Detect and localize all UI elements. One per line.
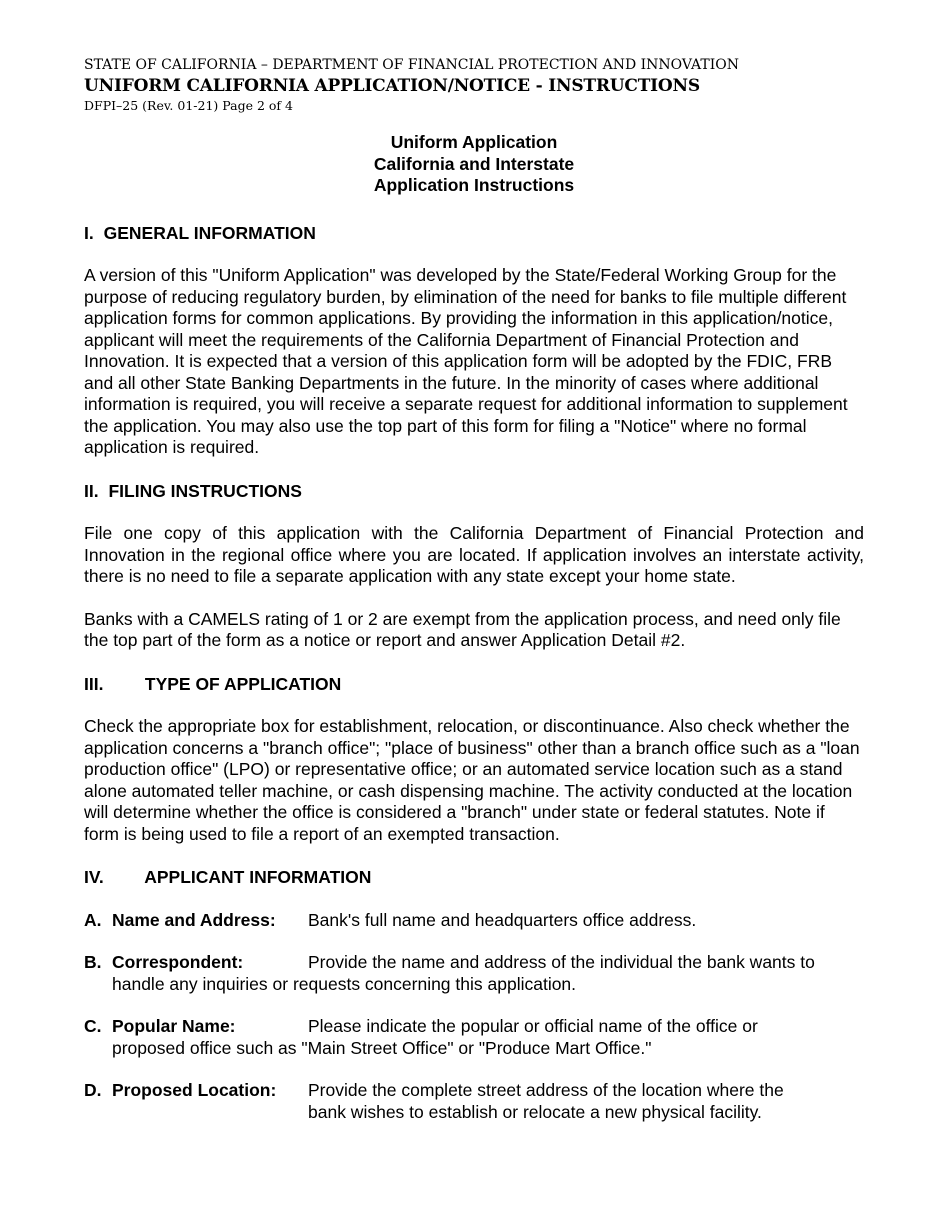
general-information-paragraph: A version of this "Uniform Application" was developed by the State/Federal Working Group for the purpose of reducing regulatory burden, by elimination of the need for banks to file multiple different application forms for common applications. By providing the information in this application/notice, applicant will meet the requirements of the California Department of Financial Protection and Innovation. It is expected that a version of this application form will be adopted by the FDIC, FRB and all other State Banking Departments in the future. In the minority of cases where additional information is required, you will receive a separate request for additional information to supplement the application. You may also use the top part of this form for filing a "Notice" where no formal application is required.	[84, 265, 848, 457]
item-text-continued: bank wishes to establish or relocate a new physical facility.	[308, 1101, 762, 1122]
item-text: Provide the name and address of the individual the bank wants to	[308, 952, 815, 972]
item-letter: D.	[84, 1080, 102, 1100]
document-title	[84, 132, 864, 197]
item-text: Please indicate the popular or official name of the office or	[308, 1016, 758, 1036]
section-number: III.	[84, 673, 104, 694]
item-text: Bank's full name and headquarters office address.	[308, 909, 697, 930]
section-number: II.	[84, 480, 99, 501]
type-of-application-paragraph: Check the appropriate box for establishment, relocation, or discontinuance. Also check whether the application concerns a "branch office"; "place of business" other than a branch office such as a "loan production office" (LPO) or representative office; or an automated service location such as a stand alone automated teller machine, or cash dispensing machine. The activity conducted at the location will determine whether the office is considered a "branch" under state or federal statutes. Note if form is being used to file a report of an exempted transaction.	[84, 716, 860, 844]
item-letter: A.	[84, 909, 102, 930]
applicant-item-correspondent	[84, 952, 864, 995]
applicant-item-proposed-location	[84, 1080, 864, 1123]
filing-instructions-paragraph-1: File one copy of this application with the California Department of Financial Protection and Innovation in the regional office where you are located. If application involves an interstate activity, there is no need to file a separate application with any state except your home state.	[84, 523, 864, 586]
section-heading-type-of-application	[84, 674, 864, 696]
item-letter: C.	[84, 1016, 102, 1036]
applicant-item-name-address	[84, 910, 864, 932]
item-text-continued: proposed office such as "Main Street Office" or "Produce Mart Office."	[112, 1037, 652, 1058]
section-title: GENERAL INFORMATION	[103, 222, 316, 243]
document-title-line-2: California and Interstate	[373, 153, 575, 174]
section-title: TYPE OF APPLICATION	[144, 673, 342, 694]
filing-instructions-paragraph-2: Banks with a CAMELS rating of 1 or 2 are exempt from the application process, and need only file the top part of the form as a notice or report and answer Application Detail #2.	[84, 608, 841, 650]
item-label: Proposed Location:	[112, 1080, 277, 1100]
section-title: FILING INSTRUCTIONS	[108, 480, 302, 501]
section-heading-filing-instructions	[84, 481, 864, 503]
section-number: I.	[84, 222, 94, 243]
section-number: IV.	[84, 867, 104, 887]
item-label: Name and Address:	[112, 909, 276, 930]
item-label: Popular Name:	[112, 1016, 236, 1036]
item-text: Provide the complete street address of the location where the	[308, 1080, 784, 1100]
section-heading-applicant-information	[84, 867, 864, 889]
item-letter: B.	[84, 952, 102, 972]
section-heading-general-information	[84, 223, 864, 245]
item-text-continued: handle any inquiries or requests concerning this application.	[112, 973, 577, 994]
document-title-line-1: Uniform Application	[390, 132, 558, 152]
item-label: Correspondent:	[112, 952, 244, 972]
section-title: APPLICANT INFORMATION	[144, 867, 372, 887]
agency-header: STATE OF CALIFORNIA – DEPARTMENT OF FINANCIAL PROTECTION AND INNOVATION	[84, 57, 739, 73]
form-title: UNIFORM CALIFORNIA APPLICATION/NOTICE - INSTRUCTIONS	[84, 76, 700, 96]
applicant-item-popular-name	[84, 1016, 864, 1059]
form-reference: DFPI–25 (Rev. 01-21) Page 2 of 4	[84, 98, 293, 113]
document-page	[84, 56, 864, 1123]
document-title-line-3: Application Instructions	[373, 175, 575, 195]
